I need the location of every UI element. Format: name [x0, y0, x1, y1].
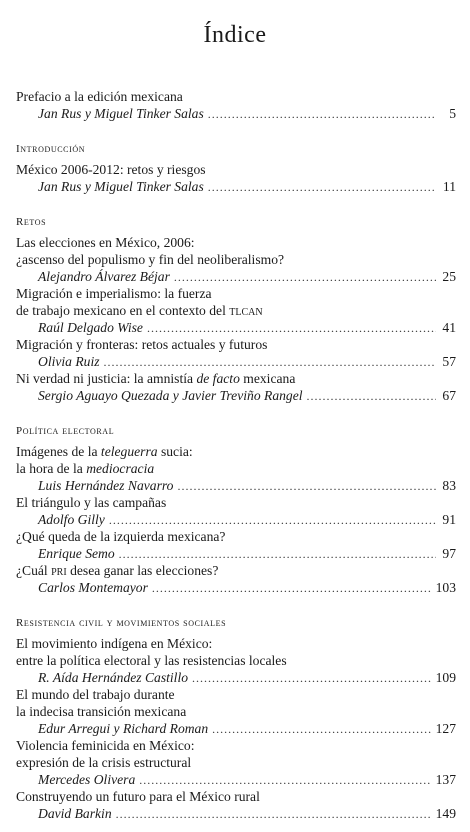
toc-entry-page: 11 [442, 179, 456, 194]
toc-entry-author-line [38, 178, 456, 195]
toc-entry-title: ¿Cuál pri desea ganar las elecciones? [16, 563, 219, 578]
toc-entry-page: 109 [435, 670, 456, 685]
toc-entry-page: 83 [442, 478, 456, 493]
section-heading: Retos [16, 216, 47, 228]
section-heading: Política electoral [16, 425, 115, 437]
dot-leader [208, 106, 436, 123]
dot-leader [109, 512, 436, 529]
toc-entry-title: El movimiento indígena en México: entre la política electoral y las resistencias locales [16, 636, 287, 668]
dot-leader [208, 179, 436, 196]
toc-entry-author: David Barkin [38, 806, 112, 821]
dot-leader [147, 320, 436, 337]
toc-entry-author: Sergio Aguayo Quezada y Javier Treviño Rangel [38, 388, 303, 403]
dot-leader [104, 354, 436, 371]
dot-leader [174, 269, 436, 286]
toc-entry-author-line [38, 771, 456, 788]
toc-entry-page: 41 [442, 320, 456, 335]
toc-entry-author-line [38, 720, 456, 737]
toc-entry-page: 127 [435, 721, 456, 736]
toc-entry-author: Luis Hernández Navarro [38, 478, 174, 493]
toc-entry-author-line [38, 268, 456, 285]
toc-entry-title: Ni verdad ni justicia: la amnistía de facto mexicana [16, 371, 296, 386]
toc-entry-author: R. Aída Hernández Castillo [38, 670, 189, 685]
toc-entry-author-line [38, 669, 456, 686]
toc-entry-author: Olivia Ruiz [38, 354, 100, 369]
toc-entry-title: Violencia feminicida en México: expresión de la crisis estructural [16, 738, 195, 770]
toc-entry-title: Migración e imperialismo: la fuerza de trabajo mexicano en el contexto del tlcan [16, 286, 263, 318]
dot-leader [212, 721, 431, 738]
section-heading: Introducción [16, 143, 86, 155]
toc-entry-title: Prefacio a la edición mexicana [16, 89, 183, 104]
toc-entry-page: 67 [442, 388, 456, 403]
toc-entry-page: 149 [435, 806, 456, 821]
toc-entry-title: ¿Qué queda de la izquierda mexicana? [16, 529, 226, 544]
toc-entry-author-line [38, 105, 456, 122]
toc-entry-page: 97 [442, 546, 456, 561]
toc-entry-author-line [38, 579, 456, 596]
toc-entry-author-line [38, 477, 456, 494]
toc-entry-author-line [38, 511, 456, 528]
toc-entry-page: 25 [442, 269, 456, 284]
toc-entry-author: Jan Rus y Miguel Tinker Salas [38, 179, 204, 194]
toc-entry-page: 103 [435, 580, 456, 595]
toc-entry-author-line [38, 805, 456, 822]
toc-entry-title: El triángulo y las campañas [16, 495, 167, 510]
toc-entry-author-line [38, 319, 456, 336]
toc-entry-author-line [38, 387, 456, 404]
toc-entry-page: 57 [442, 354, 456, 369]
toc-entry-author-line [38, 353, 456, 370]
dot-leader [116, 806, 432, 823]
toc-entry-title: México 2006-2012: retos y riesgos [16, 162, 206, 177]
toc-entry-page: 91 [442, 512, 456, 527]
section-heading: Resistencia civil y movimientos sociales [16, 617, 227, 629]
toc-entry-title: Construyendo un futuro para el México rural [16, 789, 260, 804]
dot-leader [139, 772, 431, 789]
toc-entry-author: Jan Rus y Miguel Tinker Salas [38, 106, 204, 121]
toc-entry-title: El mundo del trabajo durante la indecisa transición mexicana [16, 687, 187, 719]
toc-entry-author-line [38, 545, 456, 562]
toc-entry-page: 137 [435, 772, 456, 787]
toc-entry-author: Mercedes Olivera [38, 772, 136, 787]
dot-leader [307, 388, 436, 405]
dot-leader [192, 670, 432, 687]
toc-entry-title: Imágenes de la teleguerra sucia: la hora de la mediocracia [16, 444, 193, 476]
toc-entry-author: Edur Arregui y Richard Roman [38, 721, 209, 736]
toc-entry-author: Alejandro Álvarez Béjar [38, 269, 170, 284]
toc-entry-author: Raúl Delgado Wise [38, 320, 143, 335]
toc-entry-author: Enrique Semo [38, 546, 115, 561]
dot-leader [177, 478, 436, 495]
dot-leader [119, 546, 436, 563]
toc-entry-title: Las elecciones en México, 2006: ¿ascenso del populismo y fin del neoliberalismo? [16, 235, 285, 267]
toc-entry-author: Adolfo Gilly [38, 512, 105, 527]
page-title: Índice [203, 22, 267, 48]
dot-leader [152, 580, 432, 597]
toc-entry-title: Migración y fronteras: retos actuales y futuros [16, 337, 268, 352]
toc-entry-page: 5 [449, 106, 456, 121]
toc-entry-author: Carlos Montemayor [38, 580, 148, 595]
